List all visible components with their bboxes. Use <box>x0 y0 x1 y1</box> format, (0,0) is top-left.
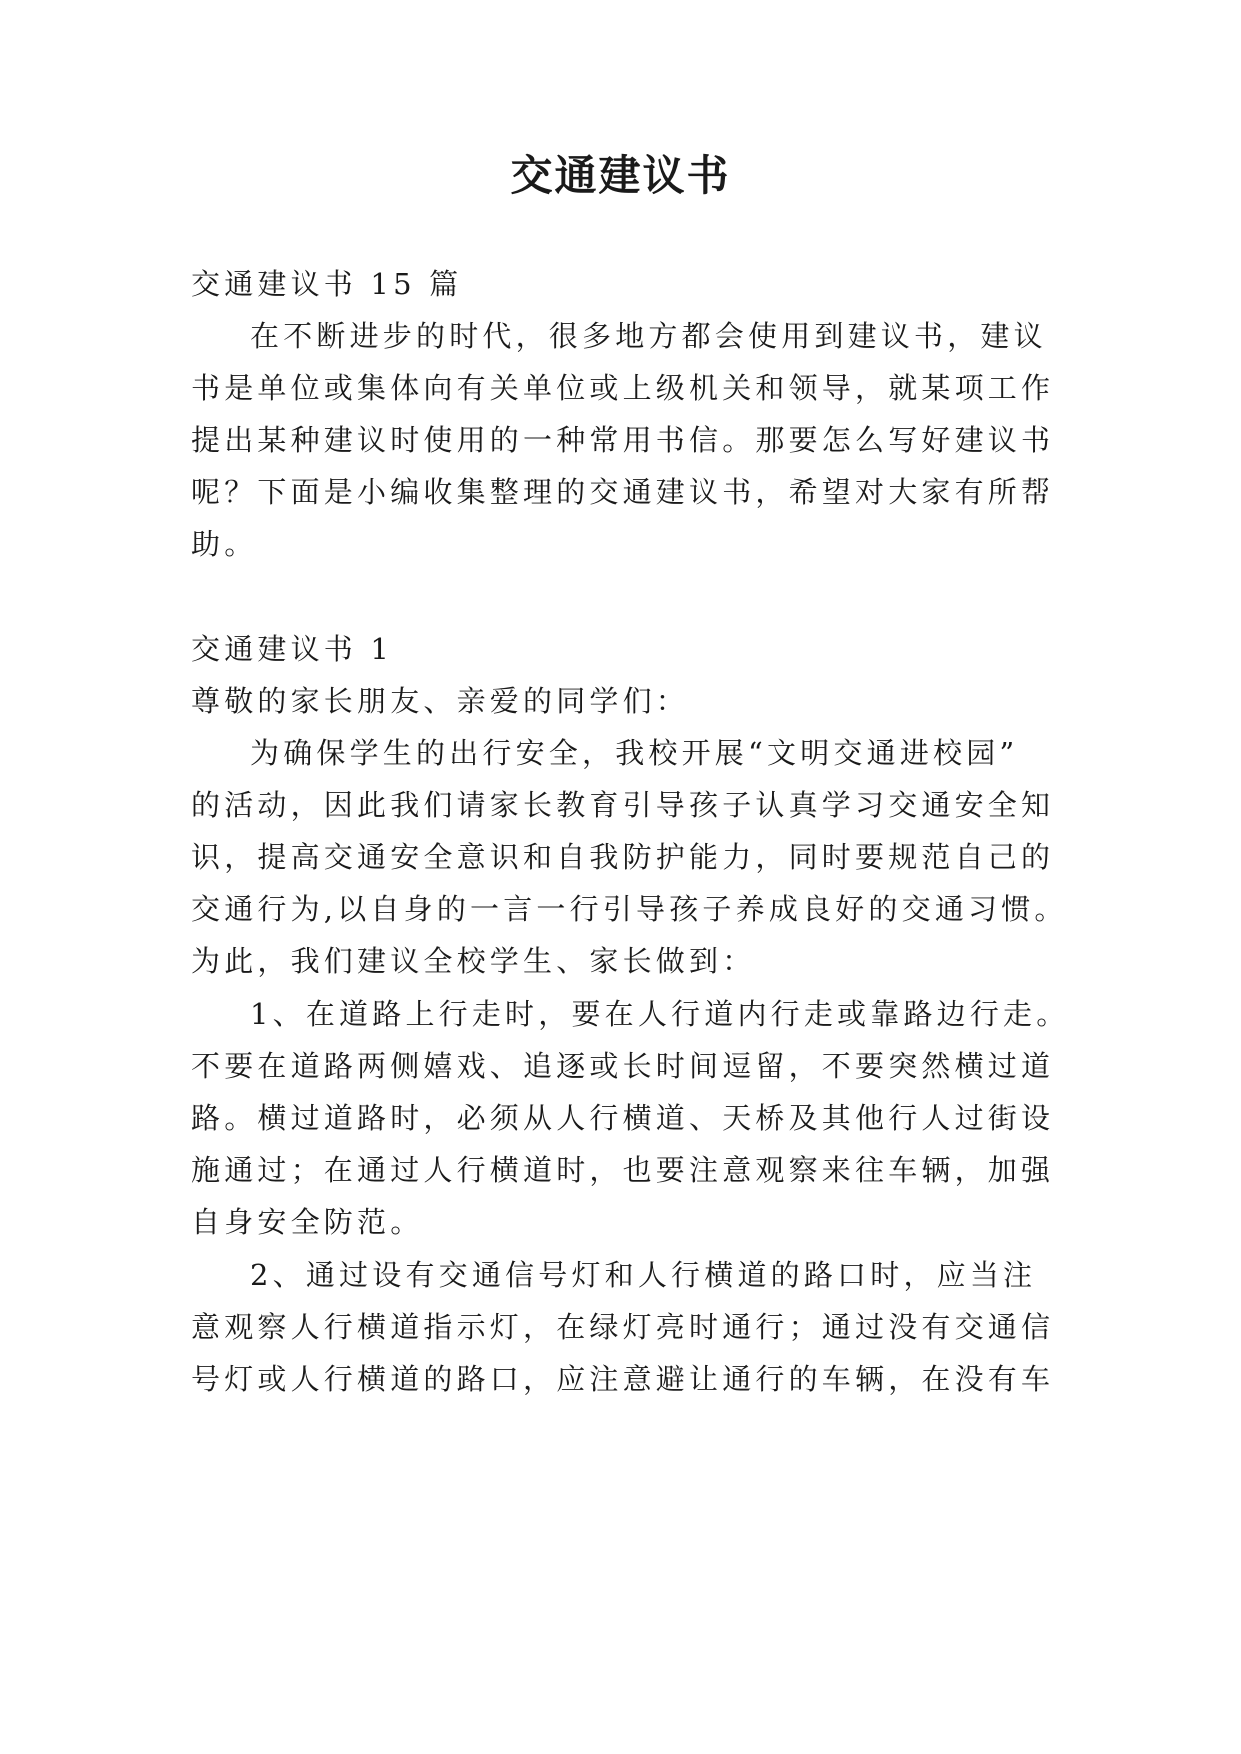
body-line: 的活动，因此我们请家长教育引导孩子认真学习交通安全知 <box>191 788 1055 822</box>
body-line: 为确保学生的出行安全，我校开展“文明交通进校园” <box>250 736 1019 770</box>
body-line: 意观察人行横道指示灯，在绿灯亮时通行；通过没有交通信 <box>191 1310 1055 1344</box>
body-line: 不要在道路两侧嬉戏、追逐或长时间逗留，不要突然横过道 <box>191 1049 1055 1083</box>
section-heading: 交通建议书 1 <box>191 632 394 666</box>
body-line: 识，提高交通安全意识和自我防护能力，同时要规范自己的 <box>191 840 1055 874</box>
document-title: 交通建议书 <box>510 151 731 200</box>
document-subtitle: 交通建议书 15 篇 <box>191 267 463 301</box>
salutation: 尊敬的家长朋友、亲爱的同学们： <box>191 684 690 718</box>
body-line: 1、在道路上行走时，要在人行道内行走或靠路边行走。 <box>250 997 1070 1031</box>
body-line: 2、通过设有交通信号灯和人行横道的路口时，应当注 <box>250 1258 1037 1292</box>
intro-line: 书是单位或集体向有关单位或上级机关和领导，就某项工作 <box>191 371 1055 405</box>
body-line: 为此，我们建议全校学生、家长做到： <box>191 944 756 978</box>
intro-line: 在不断进步的时代，很多地方都会使用到建议书，建议 <box>250 319 1047 353</box>
body-line: 自身安全防范。 <box>191 1205 424 1239</box>
intro-line: 呢？下面是小编收集整理的交通建议书，希望对大家有所帮 <box>191 475 1055 509</box>
intro-line: 助。 <box>191 527 258 561</box>
body-line: 交通行为,以自身的一言一行引导孩子养成良好的交通习惯。 <box>191 892 1068 926</box>
intro-line: 提出某种建议时使用的一种常用书信。那要怎么写好建议书 <box>191 423 1055 457</box>
body-line: 号灯或人行横道的路口，应注意避让通行的车辆，在没有车 <box>191 1362 1055 1396</box>
body-line: 路。横过道路时，必须从人行横道、天桥及其他行人过街设 <box>191 1101 1055 1135</box>
body-line: 施通过；在通过人行横道时，也要注意观察来往车辆，加强 <box>191 1153 1055 1187</box>
